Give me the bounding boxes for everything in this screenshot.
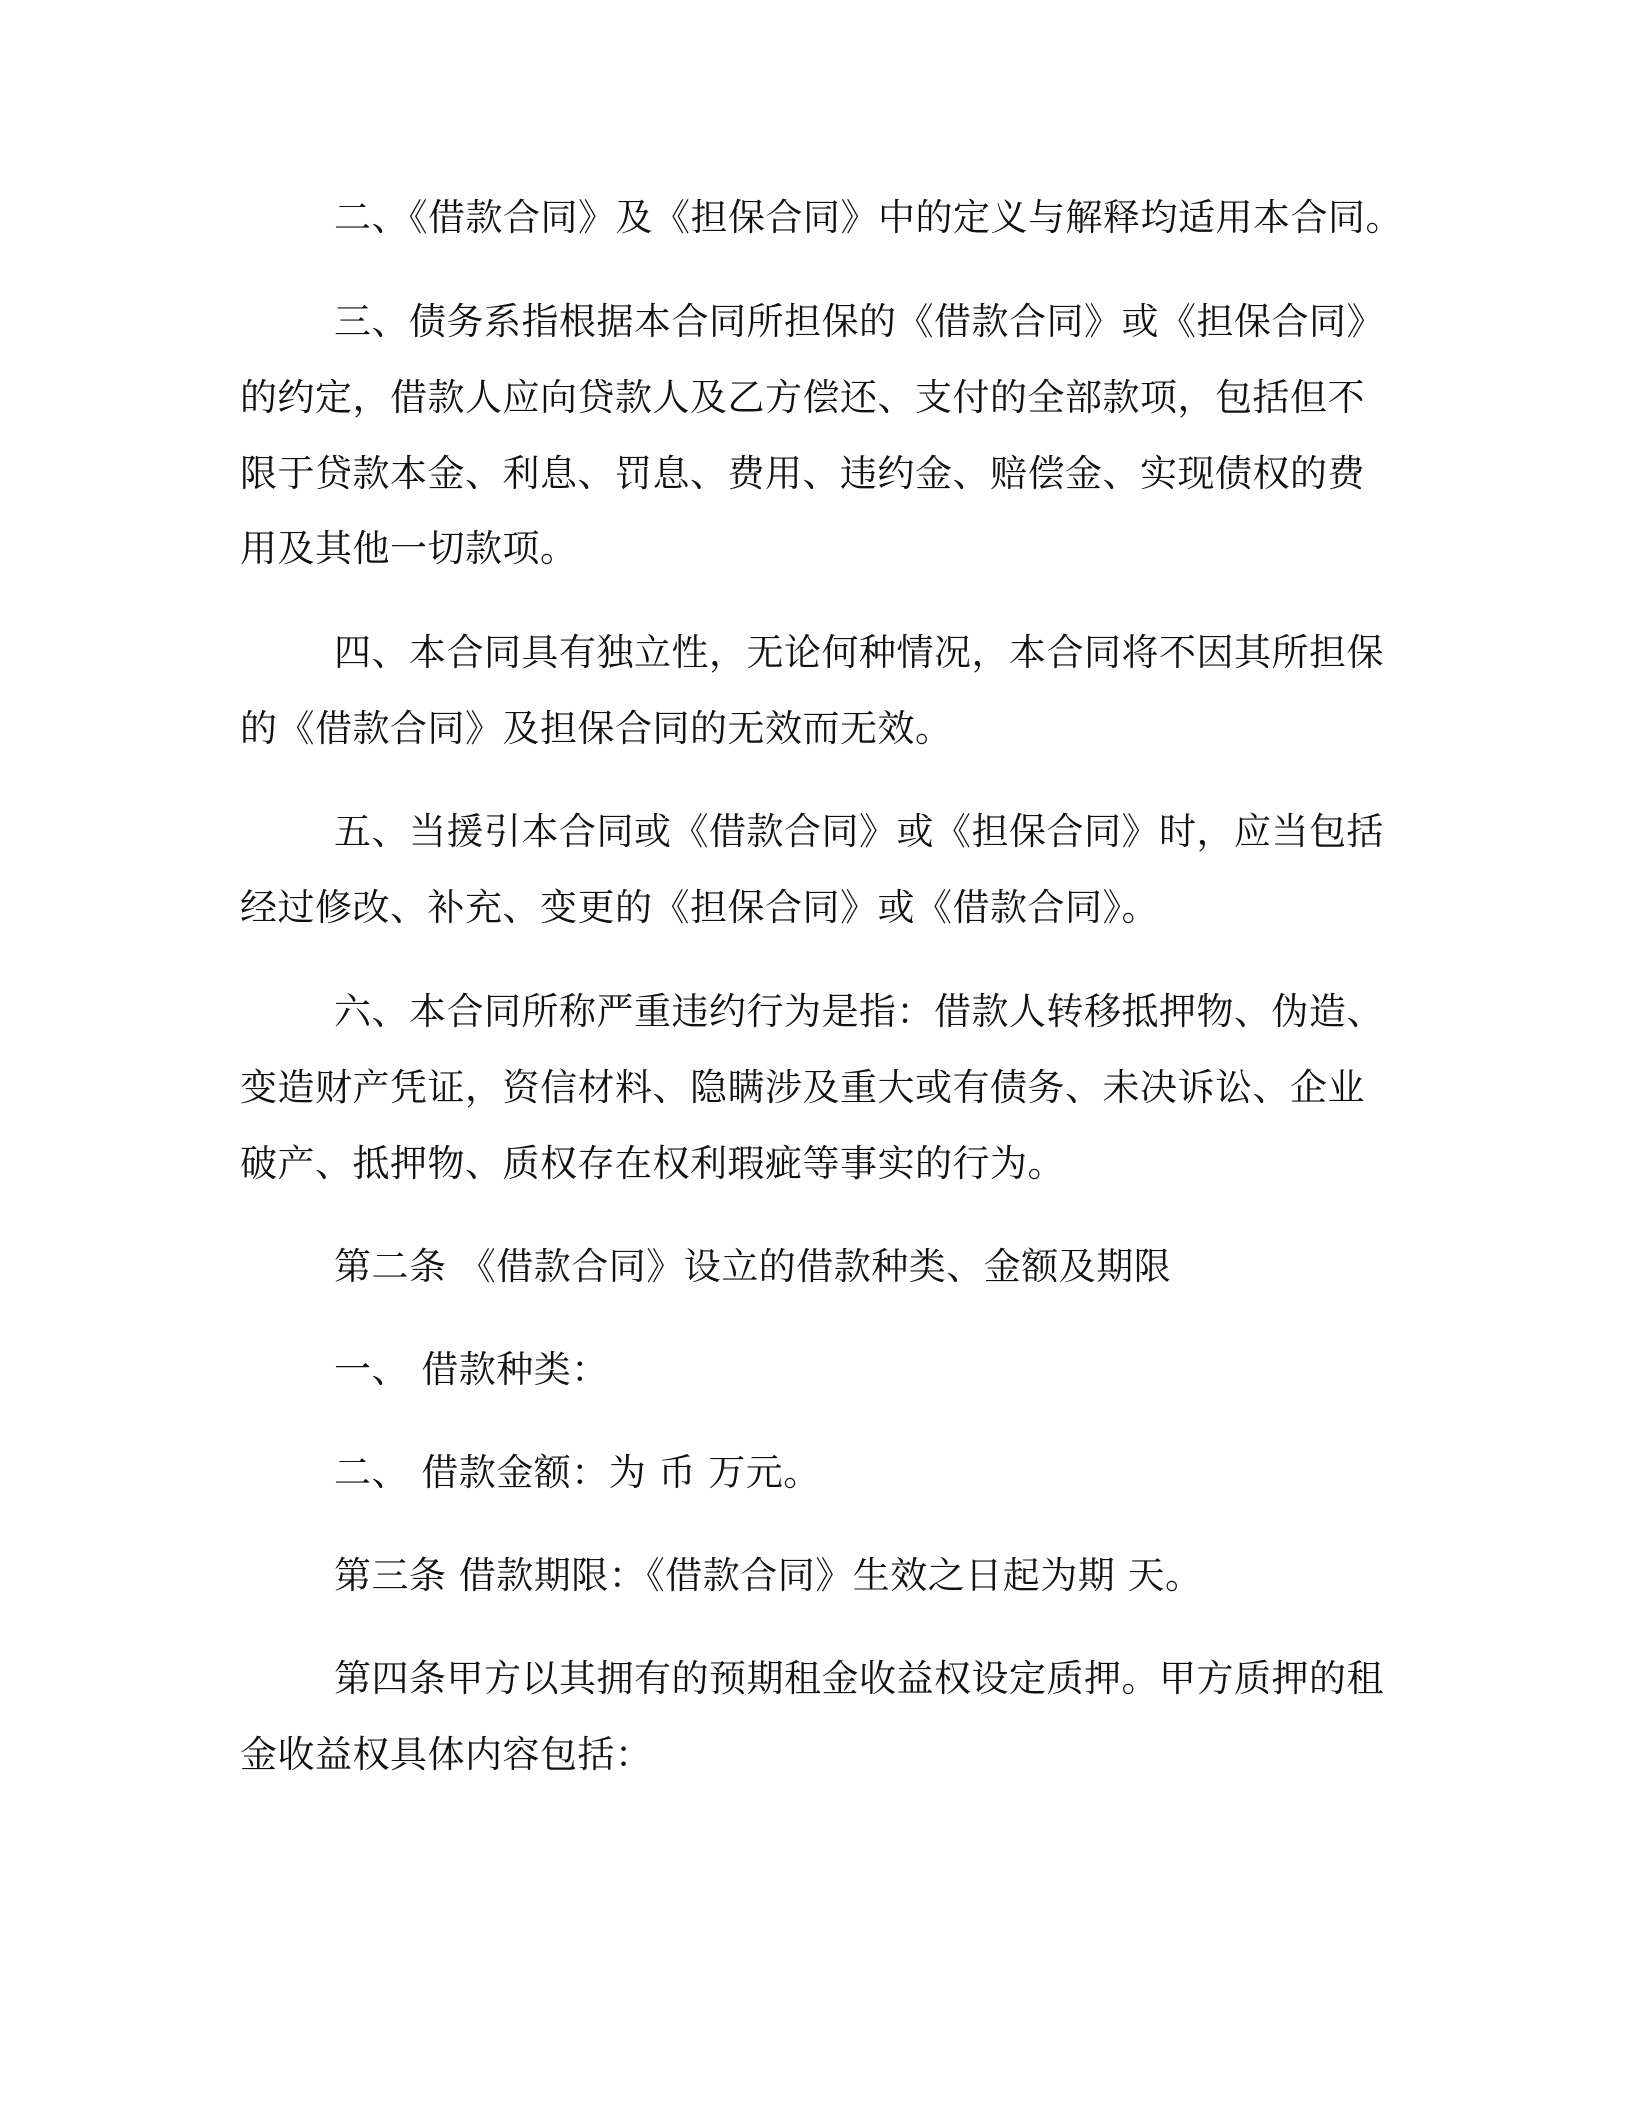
clause-four-independence-line-1: 四、本合同具有独立性，无论何种情况，本合同将不因其所担保 [334,631,1384,674]
article-two-heading: 第二条 《借款合同》设立的借款种类、金额及期限 [334,1245,1172,1288]
clause-six-breach-line-3: 破产、抵押物、质权存在权利瑕疵等事实的行为。 [240,1142,1065,1185]
clause-three-debt-line-1: 三、债务系指根据本合同所担保的《借款合同》或《担保合同》 [334,300,1384,343]
clause-three-debt-line-3: 限于贷款本金、利息、罚息、费用、违约金、赔偿金、实现债权的费 [240,452,1365,495]
loan-type-item: 一、 借款种类： [334,1348,609,1391]
article-three-loan-term: 第三条 借款期限：《借款合同》生效之日起为期 天。 [334,1554,1203,1597]
article-four-pledge-line-1: 第四条甲方以其拥有的预期租金收益权设定质押。甲方质押的租 [334,1657,1384,1700]
clause-three-debt-line-2: 的约定，借款人应向贷款人及乙方偿还、支付的全部款项，包括但不 [240,376,1365,419]
article-four-pledge-line-2: 金收益权具体内容包括： [240,1733,653,1776]
clause-four-independence-line-2: 的《借款合同》及担保合同的无效而无效。 [240,707,953,750]
clause-five-reference-line-2: 经过修改、补充、变更的《担保合同》或《借款合同》。 [240,886,1159,929]
clause-six-breach-line-1: 六、本合同所称严重违约行为是指：借款人转移抵押物、伪造、 [334,990,1384,1033]
clause-five-reference-line-1: 五、当援引本合同或《借款合同》或《担保合同》时，应当包括 [334,810,1384,853]
clause-six-breach-line-2: 变造财产凭证，资信材料、隐瞒涉及重大或有债务、未决诉讼、企业 [240,1066,1365,1109]
loan-amount-item: 二、 借款金额：为 币 万元。 [334,1451,821,1494]
clause-three-debt-line-4: 用及其他一切款项。 [240,527,578,570]
clause-two-definitions: 二、《借款合同》及《担保合同》中的定义与解释均适用本合同。 [334,196,1403,239]
